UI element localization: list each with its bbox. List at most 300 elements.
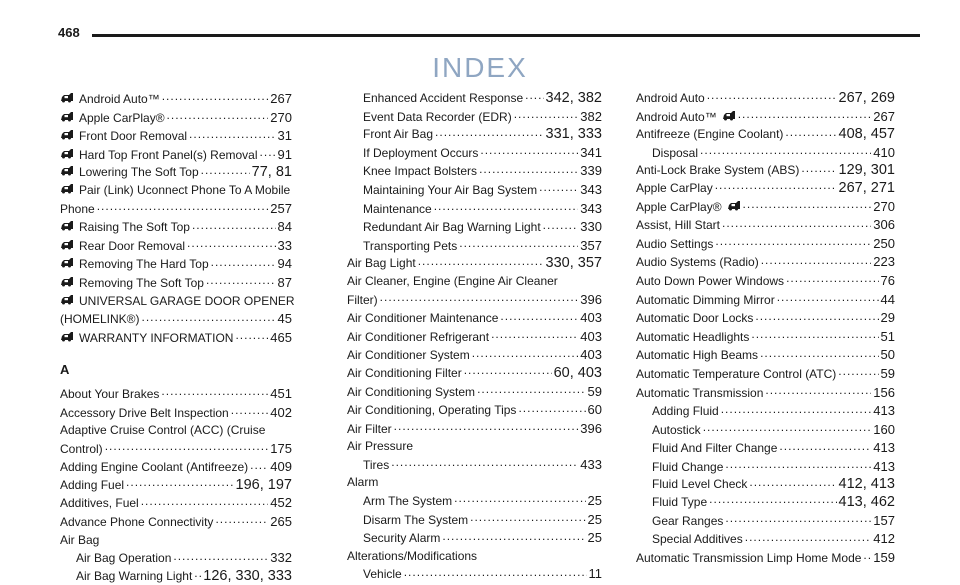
dot-leader [161,386,268,398]
index-entry [636,384,895,403]
entry-text: Air Conditioner Refrigerant [347,329,490,344]
entry-text: About Your Brakes [60,386,160,401]
index-entry [347,346,602,365]
entry-text: Fluid Change [652,459,724,474]
page-reference[interactable]: 129, 301 [838,162,895,179]
entry-text: Air Bag Light [347,256,416,271]
dot-leader [201,164,250,176]
dot-leader [206,275,276,287]
page-reference[interactable]: 44 [880,291,895,307]
dot-leader [801,162,836,174]
dot-leader [700,145,871,157]
dot-leader [777,292,879,304]
entry-text: Removing The Soft Top [79,275,204,290]
index-title: INDEX [432,52,528,83]
entry-text: Transporting Pets [363,238,458,253]
index-entry [347,365,602,383]
entry-text: UNIVERSAL GARAGE DOOR OPENER [79,293,295,308]
entry-text: Air Bag [60,532,100,547]
entry-text: Automatic Transmission [636,385,764,400]
page-reference[interactable]: 25 [587,493,602,509]
page-reference[interactable]: 396 [580,420,602,436]
index-entry-line [347,273,602,291]
entry-text: Maintaining Your Air Bag System [363,182,538,197]
entry-text: Lowering The Soft Top [79,165,199,180]
entry-text: Alterations/Modifications [347,548,478,563]
entry-text: Alarm [347,475,379,490]
index-entry [636,530,895,549]
page-reference[interactable]: 409 [270,459,292,475]
index-entry [347,420,602,439]
vehicle-icon [60,111,74,123]
page-reference[interactable]: 451 [270,385,292,401]
index-entry [60,164,292,182]
page-reference[interactable]: 33 [277,237,292,253]
dot-leader [97,201,269,213]
index-entry [347,218,602,237]
top-rule [92,34,920,37]
entry-text: Arm The System [363,494,453,509]
page-reference[interactable]: 412 [873,531,895,547]
entry-text: Gear Ranges [652,513,724,528]
dot-leader [231,405,269,417]
page-reference[interactable]: 94 [277,256,292,272]
dot-leader [442,530,585,542]
index-entry [347,511,602,530]
index-entry [60,477,292,495]
entry-text: Air Filter [347,421,392,436]
dot-leader [779,440,871,452]
dot-leader [454,493,585,505]
index-column-1 [60,90,295,585]
page-reference[interactable]: 403 [580,347,602,363]
page-reference[interactable]: 408, 457 [838,126,895,143]
dot-leader [418,255,544,267]
dot-leader [435,126,544,138]
index-column-2 [347,90,602,584]
index-entry-line [60,293,295,311]
index-entry [60,90,292,109]
dot-leader [725,459,871,471]
page-reference[interactable]: 413, 462 [838,494,895,511]
entry-text: Fluid And Filter Change [652,441,778,456]
dot-leader [192,219,276,231]
index-entry [347,108,602,127]
dot-leader [755,310,878,322]
page-reference[interactable]: 403 [580,328,602,344]
page-reference[interactable]: 250 [873,235,895,251]
dot-leader [235,330,268,342]
page-reference[interactable]: 91 [277,146,292,162]
entry-text-continued: Filter) [347,292,378,307]
entry-text: Adding Engine Coolant (Antifreeze) [60,460,249,475]
dot-leader [477,384,585,396]
dot-leader [434,201,579,213]
page-reference[interactable]: 267 [270,91,292,106]
vehicle-icon [722,110,736,122]
index-heading [347,474,602,492]
vehicle-icon [60,92,74,104]
page-reference[interactable]: 403 [580,310,602,326]
page-reference[interactable]: 11 [588,566,602,582]
index-heading [347,438,602,456]
dot-leader [126,477,234,489]
entry-text: Removing The Hard Top [79,257,209,272]
entry-text: Automatic Transmission Limp Home Mode [636,550,862,565]
entry-text: Android Auto™ [636,109,717,124]
entry-text: Automatic Headlights [636,329,750,344]
entry-text: Event Data Recorder (EDR) [363,109,512,124]
dot-leader [725,513,871,525]
page-reference[interactable]: 339 [580,163,602,179]
dot-leader [459,238,578,250]
dot-leader [141,495,269,507]
index-entry [60,385,292,404]
index-entry [347,291,602,310]
page-reference[interactable]: 175 [270,440,292,456]
entry-text: Disarm The System [363,512,469,527]
dot-leader [745,531,872,543]
page-reference[interactable]: 267, 271 [838,179,895,196]
index-entry [60,274,292,293]
dot-leader [250,459,268,471]
entry-text: Rear Door Removal [79,238,186,253]
dot-leader [142,311,276,323]
entry-text: Maintenance [363,201,432,216]
page-reference[interactable]: 413 [873,458,895,474]
page-reference[interactable]: 412, 413 [838,476,895,493]
index-entry [60,440,292,459]
page-reference[interactable]: 87 [277,274,292,290]
index-entry [636,235,895,254]
entry-text-continued: Phone [60,201,95,216]
entry-text: Apple CarPlay® [636,199,722,214]
index-entry [636,126,895,144]
entry-text: Auto Down Power Windows [636,273,785,288]
vehicle-icon [60,276,74,288]
dot-leader [715,180,837,192]
entry-text: Air Pressure [347,439,414,454]
page-reference[interactable]: 465 [270,329,292,345]
dot-leader [863,550,871,562]
index-entry [60,568,292,585]
dot-leader [760,347,878,359]
entry-text: Antifreeze (Engine Coolant) [636,127,784,142]
dot-leader [173,550,268,562]
page-reference[interactable]: 267, 269 [838,90,895,106]
entry-text: Air Cleaner, Engine (Engine Air Cleaner [347,273,558,288]
page-reference[interactable]: 59 [587,383,602,399]
page-reference[interactable]: 330, 357 [545,255,602,272]
index-entry-line [60,182,292,200]
vehicle-icon [60,220,74,232]
index-entry [636,328,895,347]
dot-leader [260,147,276,159]
index-entry [60,458,292,477]
page-reference[interactable]: 126, 330, 333 [203,567,292,584]
page-reference[interactable]: 357 [580,237,602,253]
vehicle-icon [727,200,741,212]
index-entry [347,200,602,219]
entry-text: Hard Top Front Panel(s) Removal [79,147,258,162]
entry-text: Redundant Air Bag Warning Light [363,220,541,235]
dot-leader [722,217,871,229]
entry-text: Automatic High Beams [636,348,759,363]
page-reference[interactable]: 159 [873,549,895,565]
page-reference[interactable]: 270 [873,198,895,214]
index-entry [636,458,895,477]
index-column-3 [636,90,895,567]
index-entry [347,401,602,420]
entry-text: Adding Fuel [60,477,125,492]
index-entry [347,90,602,108]
index-entry [347,456,602,475]
index-entry [347,492,602,511]
entry-text: Anti-Lock Brake System (ABS) [636,163,800,178]
entry-text: Disposal [652,145,699,160]
page-reference[interactable]: 257 [270,200,292,216]
page-reference[interactable]: 45 [277,311,292,327]
dot-leader [464,365,552,377]
dot-leader [394,421,579,433]
index-entry [636,291,895,310]
dot-leader [525,90,543,102]
page-reference[interactable]: 223 [873,254,895,270]
page-reference[interactable]: 84 [277,219,292,235]
entry-text: Air Conditioning, Operating Tips [347,403,517,418]
page-reference[interactable]: 29 [880,310,895,326]
index-entry [636,512,895,531]
dot-leader [765,385,871,397]
page-reference[interactable]: 270 [270,109,292,125]
index-entry [347,162,602,181]
entry-text: If Deployment Occurs [363,145,479,160]
index-entry [347,383,602,402]
entry-text: Knee Impact Bolsters [363,164,478,179]
index-entry [636,108,895,127]
index-entry [636,272,895,291]
vehicle-icon [60,129,74,141]
index-entry [636,309,895,328]
vehicle-icon [60,294,74,306]
index-entry [636,346,895,365]
entry-text: Air Conditioner System [347,348,470,363]
page-reference[interactable]: 265 [270,514,292,530]
dot-leader [761,254,872,266]
index-entry [636,439,895,458]
page-reference[interactable]: 396 [580,291,602,307]
page-number: 468 [58,25,80,40]
vehicle-icon [60,148,74,160]
page-reference[interactable]: 341 [580,144,602,160]
page-reference[interactable]: 413 [873,440,895,456]
index-entry [636,402,895,421]
index-entry [60,404,292,423]
page-reference[interactable]: 25 [587,530,602,546]
dot-leader [470,512,585,524]
index-entry [347,181,602,200]
dot-leader [404,566,587,578]
dot-leader [721,403,872,415]
dot-leader [167,110,269,122]
index-entry [347,255,602,273]
page-reference[interactable]: 267 [873,108,895,124]
dot-leader [838,366,878,378]
entry-text: Audio Systems (Radio) [636,255,759,270]
entry-text: Security Alarm [363,531,441,546]
index-entry [636,253,895,272]
index-entry [60,310,292,329]
page-reference[interactable]: 60 [587,402,602,418]
entry-text: Apple CarPlay [636,180,713,195]
index-entry [636,421,895,440]
page-reference[interactable]: 59 [880,365,895,381]
page-reference[interactable]: 402 [270,404,292,420]
entry-text: Fluid Type [652,495,708,510]
entry-text: Android Auto [636,91,705,105]
dot-leader [491,329,578,341]
entry-text: Enhanced Accident Response [363,91,524,105]
index-entry [347,237,602,256]
page-reference[interactable]: 343 [580,181,602,197]
entry-text: Air Bag Warning Light [76,568,193,583]
entry-text: Air Bag Operation [76,551,172,566]
vehicle-icon [60,331,74,343]
index-heading [60,532,292,550]
vehicle-icon [60,165,74,177]
page-reference[interactable]: 332 [270,550,292,566]
page-reference[interactable]: 51 [880,328,895,344]
dot-leader [480,145,578,157]
entry-text: Android Auto™ [79,92,160,106]
dot-leader [751,329,878,341]
vehicle-icon [60,257,74,269]
entry-text: Air Conditioning System [347,384,476,399]
page-reference[interactable]: 382 [580,108,602,124]
page-reference[interactable]: 196, 197 [235,476,292,493]
index-entry [636,365,895,384]
index-entry [60,549,292,568]
index-entry [636,90,895,108]
index-entry [347,309,602,328]
entry-text: Additives, Fuel [60,496,139,511]
entry-text: Automatic Door Locks [636,311,754,326]
dot-leader [194,568,201,580]
page-reference[interactable]: 343 [580,200,602,216]
entry-text: Raising The Soft Top [79,220,190,235]
entry-text: Adding Fluid [652,404,719,419]
index-entry-line [60,422,292,440]
dot-leader [707,90,837,102]
index-entry [636,162,895,180]
dot-leader [749,476,836,488]
page-reference[interactable]: 410 [873,144,895,160]
entry-text: Fluid Level Check [652,477,748,492]
index-heading [347,548,602,566]
dot-leader [479,163,578,175]
index-entry [347,144,602,163]
entry-text: Autostick [652,422,701,437]
index-entry [636,549,895,568]
dot-leader [187,238,275,250]
vehicle-icon [60,183,74,195]
page-reference[interactable]: 50 [880,347,895,363]
entry-text: Assist, Hill Start [636,218,721,233]
entry-text-continued: (HOMELINK®) [60,312,140,327]
page-reference[interactable]: 306 [873,217,895,233]
dot-leader [105,441,269,453]
index-entry [60,127,292,146]
entry-text: Air Conditioning Filter [347,365,462,380]
index-entry [60,513,292,532]
entry-text: Vehicle [363,567,402,582]
dot-leader [380,292,579,304]
index-entry [636,198,895,217]
index-entry [60,146,292,165]
page-reference[interactable]: 330 [580,219,602,235]
section-letter: A [60,362,70,378]
dot-leader [543,219,579,231]
entry-text: Tires [363,457,390,472]
index-entry [60,255,292,274]
page-reference[interactable]: 31 [277,128,292,144]
dot-leader [472,347,579,359]
dot-leader [703,422,872,434]
entry-text: Pair (Link) Uconnect Phone To A Mobile [79,182,291,197]
entry-text: Advance Phone Connectivity [60,515,214,530]
page-reference[interactable]: 342, 382 [545,90,602,106]
index-entry [60,329,292,348]
index-entry [636,180,895,198]
dot-leader [786,273,878,285]
page-reference[interactable]: 433 [580,456,602,472]
page-reference[interactable]: 331, 333 [545,126,602,143]
page-reference[interactable]: 413 [873,403,895,419]
page-reference[interactable]: 77, 81 [251,164,292,181]
vehicle-icon [60,239,74,251]
index-entry [60,109,292,128]
index-entry [347,328,602,347]
page-reference[interactable]: 156 [873,384,895,400]
index-entry [60,200,292,219]
page-reference[interactable]: 160 [873,421,895,437]
page-reference[interactable]: 157 [873,512,895,528]
dot-leader [518,402,585,414]
dot-leader [189,128,275,140]
index-entry [636,494,895,512]
entry-text: Front Door Removal [79,129,188,144]
dot-leader [500,310,578,322]
index-entry [636,144,895,163]
dot-leader [738,109,872,121]
page-reference[interactable]: 452 [270,495,292,511]
index-entry [636,216,895,235]
page-reference[interactable]: 76 [880,272,895,288]
page-reference[interactable]: 25 [587,511,602,527]
entry-text: Adaptive Cruise Control (ACC) (Cruise [60,423,266,438]
index-entry [347,529,602,548]
dot-leader [785,126,836,138]
entry-text-continued: Control) [60,441,103,456]
entry-text: WARRANTY INFORMATION [79,330,234,345]
index-entry [347,126,602,144]
index-entry [347,565,602,584]
entry-text: Apple CarPlay® [79,110,165,125]
entry-text: Air Conditioner Maintenance [347,311,499,326]
page-reference[interactable]: 60, 403 [553,364,602,381]
entry-text: Special Additives [652,532,743,547]
entry-text: Audio Settings [636,236,714,251]
